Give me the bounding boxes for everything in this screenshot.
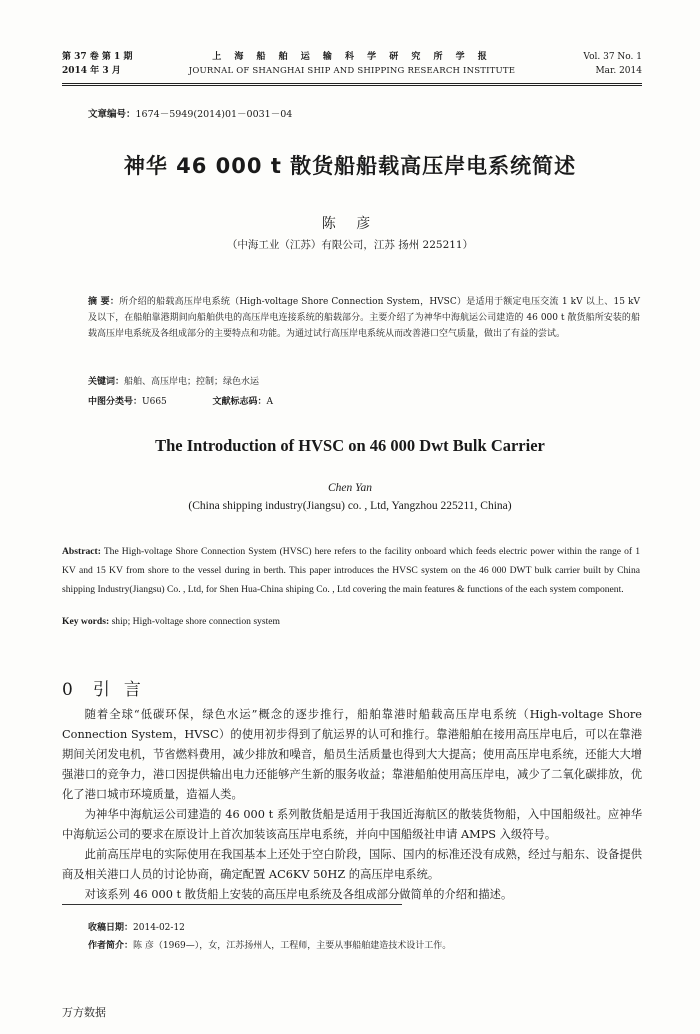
footnote-received bbox=[88, 920, 640, 933]
section-heading bbox=[62, 675, 155, 700]
article-number-label: 文章编号： bbox=[88, 109, 136, 120]
journal-name-cn: 上 海 船 舶 运 输 科 学 研 究 所 学 报 bbox=[212, 52, 492, 62]
abstract-cn-text: 所介绍的船载高压岸电系统（High-voltage Shore Connection System，HVSC）是适用于额定电压交流 1 kV 以上、15 kV 及以下，在船舶靠港期间向船舶供电的高压岸电连接系统的船载部分。主要介绍了为神华中海航运公司建造的 46 000 t 散货船所安装的船载高压岸电系统及各组成部分的主要特点和功能。为通过试行高压岸电系统从而改善港口空气质量，做出了有益的尝试。 bbox=[88, 297, 640, 339]
abstract-cn-label: 摘 要： bbox=[88, 297, 120, 307]
abstract-en-label: Abstract: bbox=[62, 546, 101, 557]
abstract-en bbox=[62, 542, 640, 599]
doc-code-value: A bbox=[266, 397, 274, 407]
keywords-cn-label: 关键词： bbox=[88, 377, 125, 387]
watermark: 万方数据 bbox=[62, 1006, 106, 1019]
section-number: 0 bbox=[62, 680, 75, 700]
page-title-en: The Introduction of HVSC on 46 000 Dwt Bulk Carrier bbox=[155, 436, 545, 455]
footnote-rule bbox=[62, 904, 402, 905]
header-rule bbox=[62, 83, 642, 84]
page-title-cn: 神华 46 000 t 散货船船载高压岸电系统简述 bbox=[123, 154, 577, 178]
journal-name-en: JOURNAL OF SHANGHAI SHIP AND SHIPPING RESEARCH INSTITUTE bbox=[188, 66, 516, 76]
author-bio-value: 陈 彦（1969—），女，江苏扬州人，工程师，主要从事船舶建造技术设计工作。 bbox=[133, 941, 452, 951]
date-en: Mar. 2014 bbox=[595, 66, 642, 76]
volume-cn: 第 37 卷 第 1 期 bbox=[62, 52, 133, 62]
header-journal bbox=[62, 50, 642, 78]
classification-value: U665 bbox=[142, 397, 167, 407]
received-label: 收稿日期： bbox=[88, 923, 134, 933]
keywords-en bbox=[62, 616, 640, 627]
article-number-value: 1674－5949(2014)01－0031－04 bbox=[135, 109, 293, 120]
section-title: 引言 bbox=[92, 680, 155, 700]
body-text bbox=[62, 705, 642, 905]
keywords-cn bbox=[88, 374, 640, 390]
keywords-en-label: Key words: bbox=[62, 616, 110, 627]
classification-label: 中图分类号： bbox=[88, 397, 143, 407]
date-cn: 2014 年 3 月 bbox=[62, 66, 121, 76]
affiliation-cn: （中海工业（江苏）有限公司，江苏 扬州 225211） bbox=[226, 239, 474, 251]
article-number bbox=[88, 106, 292, 120]
body-paragraph: 此前高压岸电的实际使用在我国基本上还处于空白阶段，国际、国内的标准还没有成熟，经过与船东、设备提供商及相关港口人员的讨论协商，确定配置 AC6KV 50HZ 的高压岸电系统。 bbox=[62, 848, 642, 881]
author-bio-label: 作者简介： bbox=[88, 941, 134, 951]
keywords-cn-text: 船舶、高压岸电；控制；绿色水运 bbox=[124, 377, 260, 387]
abstract-en-text: The High-voltage Shore Connection System (HVSC) here refers to the facility onboard which feeds electric power within the range of 1 KV and 15 KV from shore to the vessel during in berth. This paper introduces the HVSC system on the 46 000 DWT bulk carrier built by China shipping Industry(Jiangsu) Co. , Ltd, for Shen Hua-China shiping Co. , Ltd covering the main features & functions of the each system component. bbox=[62, 546, 640, 595]
classification bbox=[88, 394, 640, 410]
doc-code-label: 文献标志码： bbox=[212, 397, 267, 407]
abstract-cn bbox=[88, 294, 640, 342]
received-value: 2014-02-12 bbox=[133, 923, 185, 933]
affiliation-en: (China shipping industry(Jiangsu) co. , Ltd, Yangzhou 225211, China) bbox=[188, 500, 512, 512]
volume-en: Vol. 37 No. 1 bbox=[583, 52, 642, 62]
footnote-author bbox=[88, 938, 640, 951]
author-en: Chen Yan bbox=[328, 482, 372, 494]
running-header bbox=[62, 50, 642, 82]
keywords-en-text: ship; High-voltage shore connection system bbox=[111, 616, 280, 627]
body-paragraph: 为神华中海航运公司建造的 46 000 t 系列散货船是适用于我国近海航区的散装货物船，入中国船级社。应神华中海航运公司的要求在原设计上首次加装该高压岸电系统，并向中国船级社申请 AMPS 入级符号。 bbox=[62, 808, 642, 841]
body-paragraph: 对该系列 46 000 t 散货船上安装的高压岸电系统及各组成部分做简单的介绍和描述。 bbox=[84, 888, 513, 901]
header-volume-en bbox=[583, 50, 642, 78]
header-rule-thin bbox=[62, 85, 642, 86]
author-cn: 陈 彦 bbox=[321, 216, 379, 232]
body-paragraph: 随着全球“低碳环保，绿色水运”概念的逐步推行，船舶靠港时船载高压岸电系统（High-voltage Shore Connection System，HVSC）的使用初步得到了航运界的认可和推行。靠港船舶在接用高压岸电后，可以在靠港期间关闭发电机，节省燃料费用，减少排放和噪音，船员生活质量也得到大大提高；使用高压岸电系统，还能大大增强港口的竞争力，港口因提供输出电力还能够产生新的服务收益；靠港船舶使用高压岸电，减少了二氧化碳排放，优化了港口城市环境质量，造福人类。 bbox=[62, 708, 642, 801]
